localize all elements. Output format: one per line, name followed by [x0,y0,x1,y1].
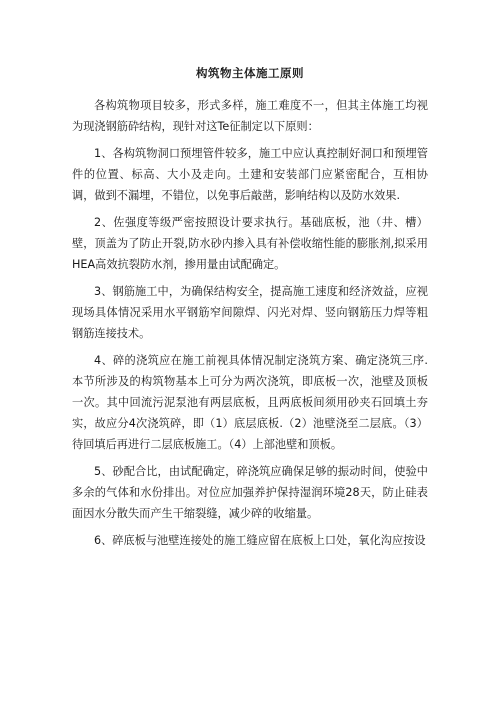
document-title: 构筑物主体施工原则 [196,66,304,80]
paragraph-6: 6、碎底板与池壁连接处的施工缝应留在底板上口处，氧化沟应按设 [94,534,426,547]
paragraph-5: 5、砂配合比，由试配确定，碎浇筑应确保足够的振动时间，使验中多余的气体和水份排出。对位应加强养护保持湿润环境28天，防止硅表面因水分散失而产生干缩裂缝，减少碎的收缩量。 [72,465,428,520]
paragraph-4: 4、碎的浇筑应在施工前视具体情况制定浇筑方案、确定浇筑三序.本节所涉及的构筑物基本上可分为两次浇筑，即底板一次，池壁及顶板一次。其中回流污泥泵池有两层底板，且两底板间须用砂夹石回填土夯实，故应分4次浇筑碎，即（1）底层底板.（2）池壁浇至二层底。（3）待回填后再进行二层底板施工。（4）上部池壁和顶板。 [72,354,428,451]
paragraph-1: 1、各构筑物洞口预埋管件较多，施工中应认真控制好洞口和预埋管件的位置、标高、大小及走向。土建和安装部门应紧密配合，互相协调，做到不漏埋，不错位，以免事后敲凿，影响结构以及防水效果. [72,147,428,202]
paragraph-3: 3、钢筋施工中，为确保结构安全，提高施工速度和经济效益，应视现场具体情况采用水平钢筋窄间隙焊、闪光对焊、竖向钢筋压力焊等粗钢筋连接技术。 [72,285,428,340]
paragraph-intro: 各构筑物项目较多，形式多样，施工难度不一，但其主体施工均视为现浇钢筋砕结构，现针对这Te征制定以下原则： [72,99,428,133]
paragraph-2: 2、佐强度等级严密按照设计要求执行。基础底板，池（井、槽）壁，顶盖为了防止开裂,防水砂内掺入具有补偿收缩性能的膨胀剂,拟采用HEA高效抗裂防水剂，掺用量由试配确定。 [72,216,428,271]
